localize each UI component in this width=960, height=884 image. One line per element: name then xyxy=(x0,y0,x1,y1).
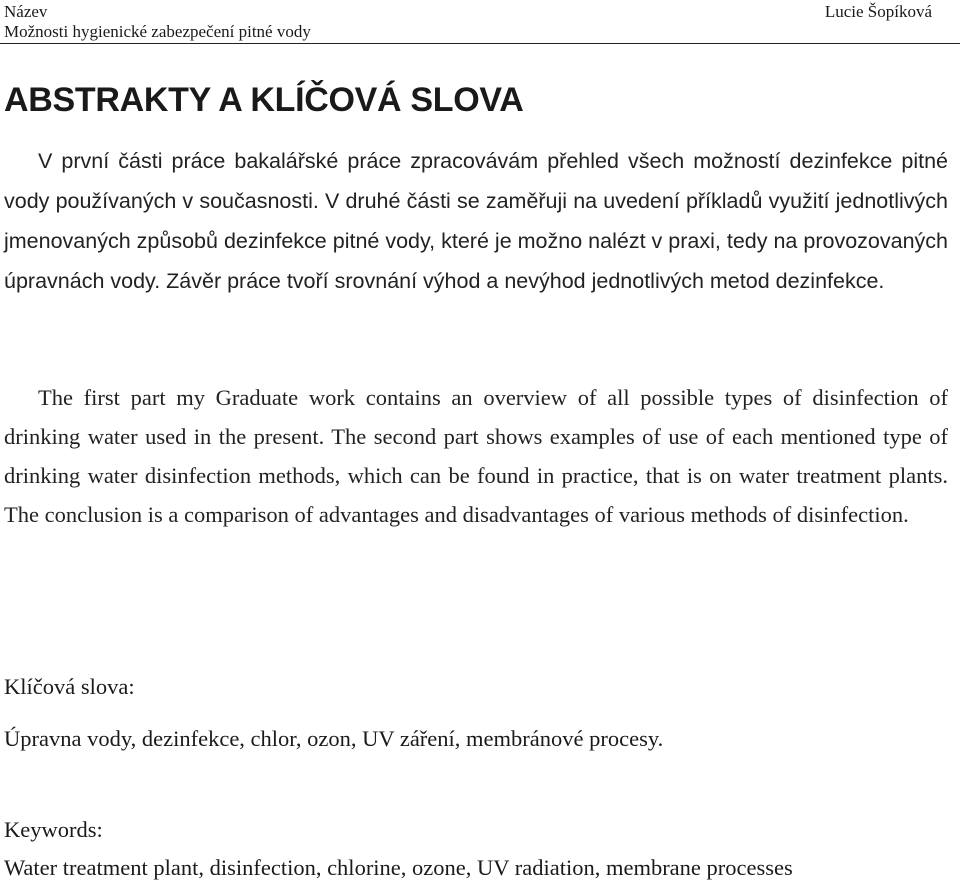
header-label: Název xyxy=(4,2,48,21)
keywords-czech-label: Klíčová slova: xyxy=(4,674,135,699)
keywords-english-label: Keywords: xyxy=(4,817,103,842)
section-heading: ABSTRAKTY A KLÍČOVÁ SLOVA xyxy=(4,81,524,119)
keywords-czech-text: Úpravna vody, dezinfekce, chlor, ozon, UV záření, membránové procesy. xyxy=(4,726,664,751)
keywords-english-text: Water treatment plant, disinfection, chlorine, ozone, UV radiation, membrane processes xyxy=(4,855,793,880)
page-header xyxy=(0,0,960,44)
abstract-czech: V první části práce bakalářské práce zpracovávám přehled všech možností dezinfekce pitné vody používaných v současnosti. V druhé části se zaměřuji na uvedení příkladů využití jednotlivých jmenovaných způsobů dezinfekce pitné vody, které je možno nalézt v praxi, tedy na provozovaných úpravnách vody. Závěr práce tvoří srovnání výhod a nevýhod jednotlivých metod dezinfekce. xyxy=(4,149,948,293)
header-left xyxy=(4,2,311,42)
header-author: Lucie Šopíková xyxy=(824,2,932,21)
header-title: Možnosti hygienické zabezpečení pitné vody xyxy=(4,22,311,41)
abstract-english: The first part my Graduate work contains an overview of all possible types of disinfection of drinking water used in the present. The second part shows examples of use of each mentioned type of drinking water disinfection methods, which can be found in practice, that is on water treatment plants. The conclusion is a comparison of advantages and disadvantages of various methods of disinfection. xyxy=(4,385,948,527)
